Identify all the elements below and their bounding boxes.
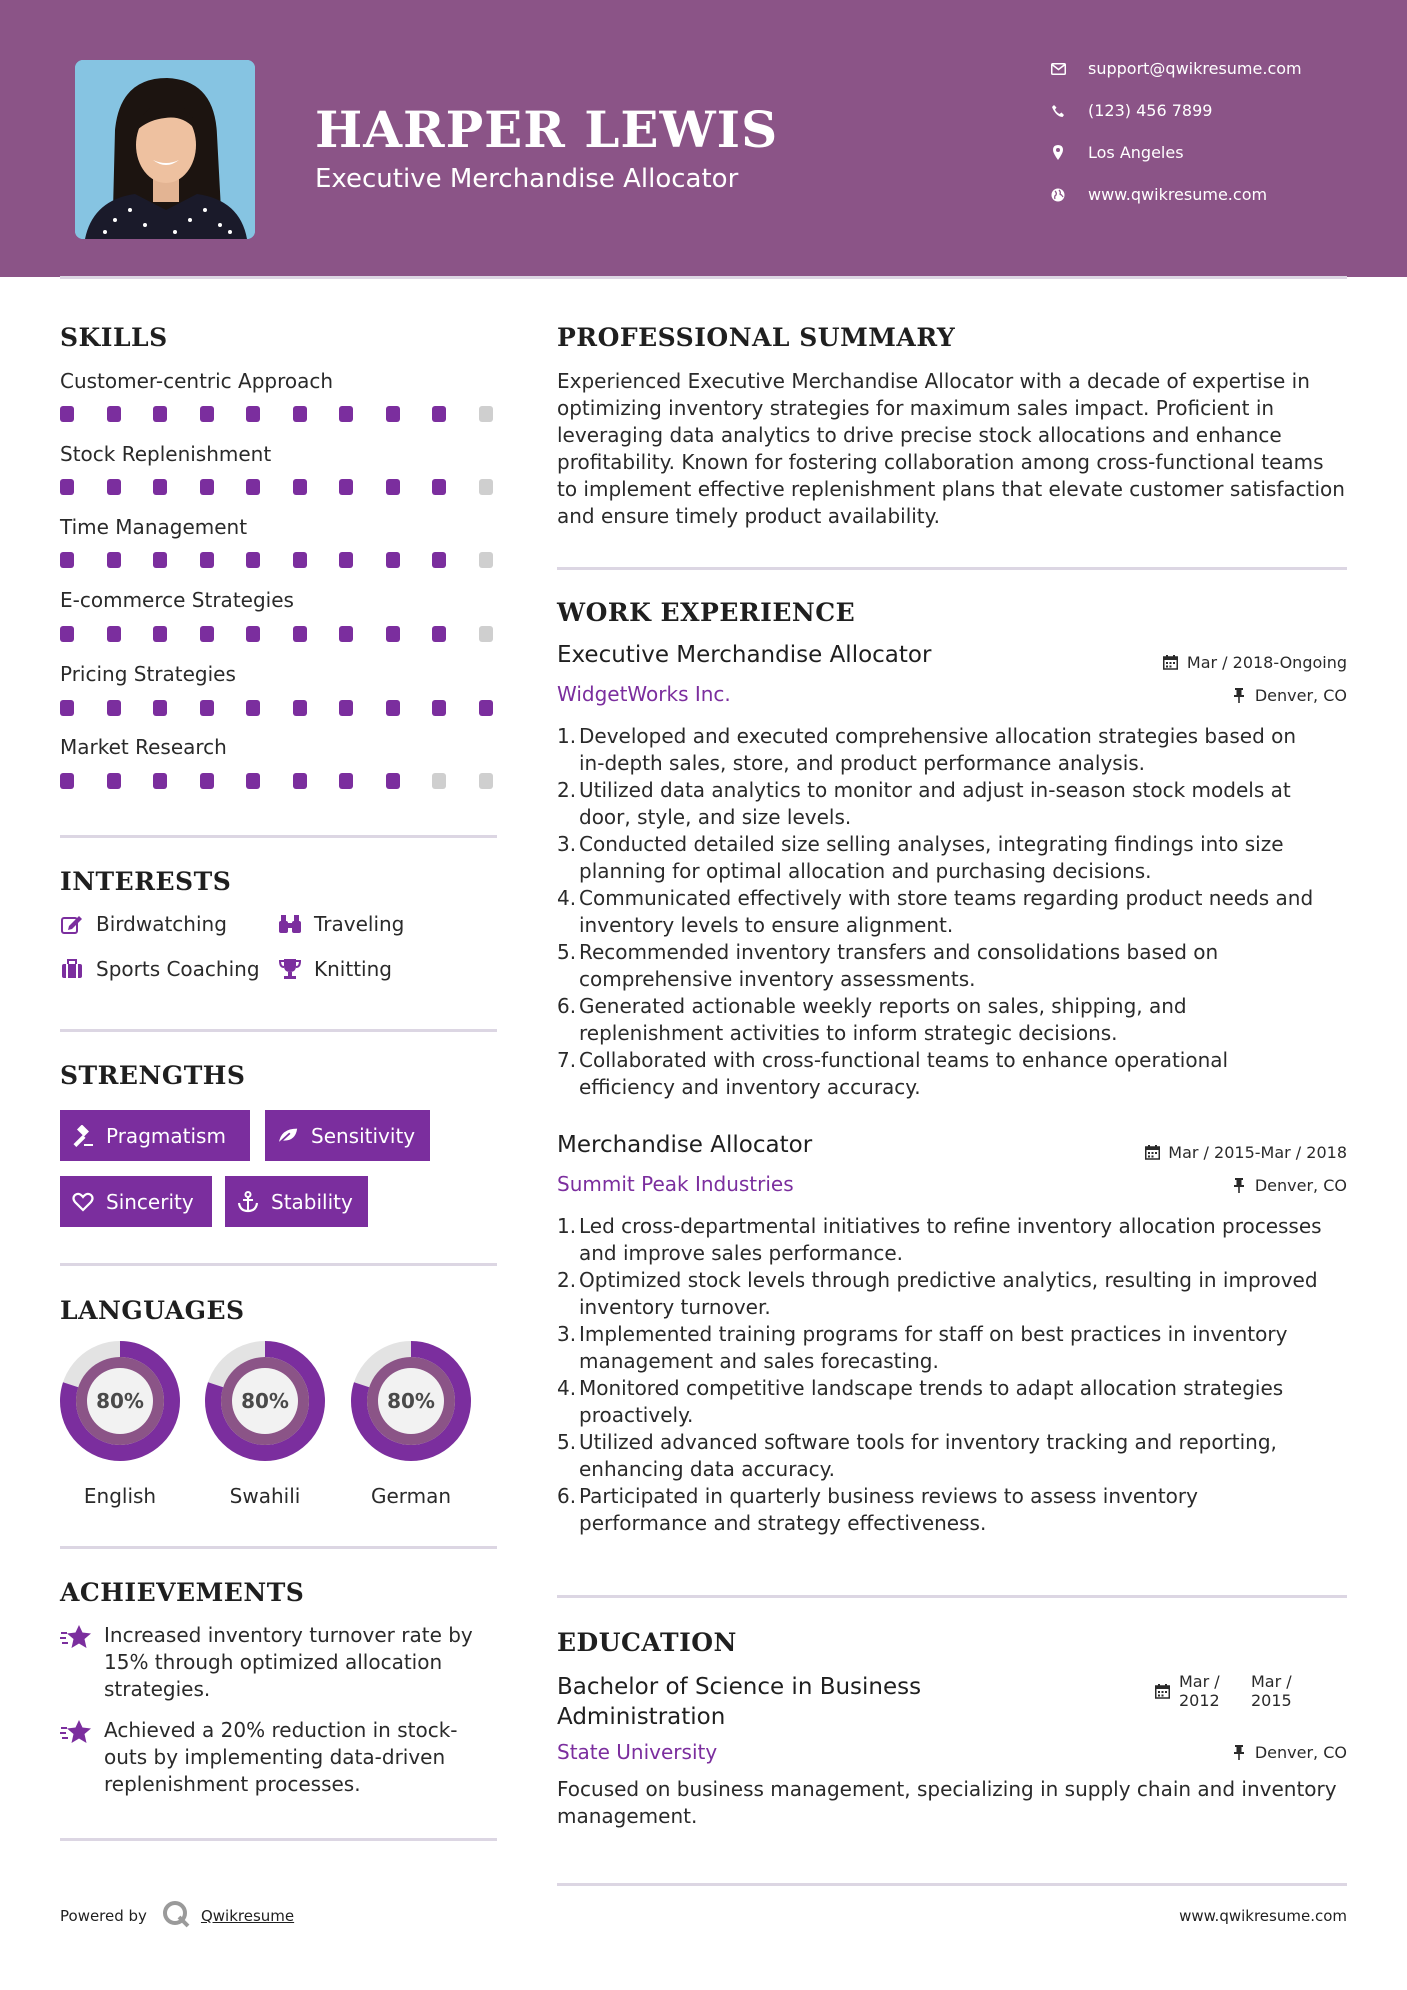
rating-dot-filled <box>246 406 260 422</box>
section-divider <box>60 1263 497 1266</box>
location-pin-icon <box>1050 145 1066 161</box>
education-location <box>1231 1743 1347 1762</box>
list-item <box>557 777 1357 831</box>
skill-name: E-commerce Strategies <box>60 588 294 612</box>
rating-dot-filled <box>107 700 121 716</box>
contact-phone-text: (123) 456 7899 <box>1088 101 1213 120</box>
bullet-line: Participated in quarterly business reviews to assess inventory <box>579 1484 1198 1508</box>
bullet-text <box>579 1483 1198 1537</box>
skill-name: Customer-centric Approach <box>60 369 334 393</box>
bullet-number: 4. <box>557 1376 577 1400</box>
skill-rating <box>60 552 525 568</box>
phone-icon <box>1050 103 1066 119</box>
company-name: WidgetWorks Inc. <box>557 682 731 706</box>
pushpin-icon <box>1231 688 1247 704</box>
language-item <box>350 1340 472 1508</box>
heart-icon <box>72 1191 94 1213</box>
bullet-line: replenishment activities to inform strategic decisions. <box>579 1021 1118 1045</box>
strength-tag <box>265 1110 430 1161</box>
anchor-icon <box>237 1191 259 1213</box>
rating-dot-filled <box>386 700 400 716</box>
strength-label: Stability <box>271 1189 353 1214</box>
strength-tag <box>60 1176 212 1227</box>
rating-dot-filled <box>153 626 167 642</box>
language-name: English <box>83 1484 157 1508</box>
interest-label: Traveling <box>314 912 405 936</box>
contact-location <box>1050 143 1184 162</box>
rating-dot-filled <box>153 406 167 422</box>
bullet-number: 3. <box>557 832 577 856</box>
language-item <box>204 1340 326 1508</box>
pencil-square-icon <box>60 912 84 936</box>
rating-dot-filled <box>60 700 74 716</box>
strength-tag <box>60 1110 250 1161</box>
interest-label: Birdwatching <box>96 912 227 936</box>
skill-name: Pricing Strategies <box>60 662 236 686</box>
rating-dot-filled <box>432 406 446 422</box>
bullet-text <box>579 1321 1287 1375</box>
bullet-line: Communicated effectively with store teams regarding product needs and <box>579 886 1314 910</box>
rating-dot-filled <box>293 700 307 716</box>
strength-label: Pragmatism <box>106 1123 226 1148</box>
bullet-number: 6. <box>557 1484 577 1508</box>
bullet-line: Utilized data analytics to monitor and adjust in-season stock models at <box>579 778 1291 802</box>
contact-location-text: Los Angeles <box>1088 143 1184 162</box>
language-item <box>59 1340 181 1508</box>
candidate-name: HARPER LEWIS <box>315 100 779 159</box>
skill-rating <box>60 773 525 789</box>
education-end-year: 2015 <box>1251 1691 1292 1710</box>
strength-label: Sincerity <box>106 1189 194 1214</box>
bullet-line: inventory levels to ensure alignment. <box>579 913 954 937</box>
bullet-text <box>579 1267 1318 1321</box>
rating-dot-filled <box>339 479 353 495</box>
section-divider <box>557 567 1347 570</box>
bullet-line: Developed and executed comprehensive allocation strategies based on <box>579 724 1297 748</box>
bullet-number: 2. <box>557 1268 577 1292</box>
job-location <box>1231 686 1347 705</box>
contact-website[interactable] <box>1050 185 1267 204</box>
rating-dot-filled <box>153 700 167 716</box>
language-ring <box>204 1340 326 1462</box>
rating-dot-filled <box>200 552 214 568</box>
education-start-year: 2012 <box>1179 1691 1220 1710</box>
rating-dot-filled <box>107 479 121 495</box>
rating-dot-filled <box>200 626 214 642</box>
rating-dot-filled <box>432 479 446 495</box>
bullet-number: 7. <box>557 1048 577 1072</box>
rating-dot-filled <box>432 700 446 716</box>
rating-dot-filled <box>293 406 307 422</box>
calendar-icon <box>1163 655 1179 671</box>
rating-dot-filled <box>153 552 167 568</box>
achievement-text: Achieved a 20% reduction in stock-outs by implementing data-driven replenishment processes. <box>104 1718 458 1796</box>
rating-dot-filled <box>60 552 74 568</box>
skill-rating <box>60 626 525 642</box>
list-item <box>557 1267 1357 1321</box>
bullet-line: performance and strategy effectiveness. <box>579 1511 987 1535</box>
list-item <box>557 1483 1357 1537</box>
rating-dot-filled <box>200 479 214 495</box>
section-divider <box>60 1029 497 1032</box>
list-item <box>557 1375 1357 1429</box>
summary-heading: PROFESSIONAL SUMMARY <box>557 323 956 352</box>
list-item <box>557 885 1357 939</box>
languages-heading: LANGUAGES <box>60 1296 245 1325</box>
pushpin-icon <box>1231 1745 1247 1761</box>
interest-item <box>278 912 404 936</box>
language-percent: 80% <box>241 1389 289 1413</box>
list-item <box>557 939 1357 993</box>
bullet-number: 5. <box>557 940 577 964</box>
rating-dot-filled <box>293 773 307 789</box>
skill-name: Time Management <box>60 515 248 539</box>
rating-dot-filled <box>339 626 353 642</box>
briefcase-icon <box>60 957 84 981</box>
bullet-line: Utilized advanced software tools for inventory tracking and reporting, <box>579 1430 1277 1454</box>
language-percent: 80% <box>387 1389 435 1413</box>
achievement-item <box>60 1717 500 1798</box>
header-divider <box>60 276 1347 279</box>
trophy-icon <box>278 957 302 981</box>
list-item <box>557 723 1357 777</box>
rating-dot-filled <box>386 626 400 642</box>
interest-label: Sports Coaching <box>96 957 260 981</box>
envelope-icon <box>1050 61 1066 77</box>
bullet-line: Implemented training programs for staff on best practices in inventory <box>579 1322 1288 1346</box>
footer-website-link[interactable]: www.qwikresume.com <box>1179 1907 1347 1925</box>
education-start-month: Mar / <box>1179 1672 1220 1691</box>
bullet-line: Generated actionable weekly reports on sales, shipping, and <box>579 994 1187 1018</box>
rating-dot-filled <box>386 479 400 495</box>
rating-dot-filled <box>246 626 260 642</box>
skill-rating <box>60 700 525 716</box>
bullet-text <box>579 1375 1283 1429</box>
experience-heading: WORK EXPERIENCE <box>557 598 856 627</box>
interest-item <box>60 957 260 981</box>
rating-dot-empty <box>479 406 493 422</box>
calendar-icon <box>1155 1684 1171 1700</box>
rating-dot-filled <box>246 552 260 568</box>
skill-name: Stock Replenishment <box>60 442 272 466</box>
bullet-text <box>579 777 1291 831</box>
degree-title: Bachelor of Science in Business Administration <box>557 1674 922 1730</box>
education-end-month: Mar / <box>1251 1672 1292 1691</box>
strength-tag <box>225 1176 368 1227</box>
job-bullets <box>557 1213 1357 1537</box>
summary-text: Experienced Executive Merchandise Allocator with a decade of expertise in optimizing inventory strategies for maximum sales impact. Proficient in leveraging data analytics to drive precise stock allocations and enhance profitability. Known for fostering collaboration among cross-functional teams to implement effective replenishment plans that elevate customer satisfaction and ensure timely product availability. <box>557 369 1345 528</box>
interest-label: Knitting <box>314 957 392 981</box>
calendar-icon <box>1144 1145 1160 1161</box>
rating-dot-empty <box>479 479 493 495</box>
bullet-line: proactively. <box>579 1403 694 1427</box>
language-name: Swahili <box>229 1484 301 1508</box>
skill-rating <box>60 479 525 495</box>
list-item <box>557 1321 1357 1375</box>
rating-dot-filled <box>153 773 167 789</box>
section-divider <box>557 1595 1347 1598</box>
contact-website-text: www.qwikresume.com <box>1088 185 1268 204</box>
company-name: Summit Peak Industries <box>557 1172 794 1196</box>
strengths-heading: STRENGTHS <box>60 1061 246 1090</box>
bullet-text <box>579 831 1284 885</box>
candidate-title: Executive Merchandise Allocator <box>315 164 739 194</box>
rating-dot-filled <box>60 479 74 495</box>
job-dates <box>1144 1143 1347 1162</box>
rating-dot-filled <box>339 552 353 568</box>
bullet-line: Led cross-departmental initiatives to refine inventory allocation processes <box>579 1214 1322 1238</box>
skill-rating <box>60 406 525 422</box>
education-description: Focused on business management, specializing in supply chain and inventory management. <box>557 1777 1337 1828</box>
rating-dot-filled <box>246 479 260 495</box>
bullet-line: efficiency and inventory accuracy. <box>579 1075 921 1099</box>
section-divider <box>60 835 497 838</box>
rating-dot-filled <box>293 626 307 642</box>
bullet-line: inventory turnover. <box>579 1295 771 1319</box>
rating-dot-filled <box>293 552 307 568</box>
pushpin-icon <box>1231 1178 1247 1194</box>
bullet-text <box>579 939 1218 993</box>
education-dates <box>1155 1672 1311 1710</box>
education-start <box>1179 1672 1239 1710</box>
rating-dot-filled <box>293 479 307 495</box>
rating-dot-filled <box>107 626 121 642</box>
qwikresume-link[interactable]: Qwikresume <box>200 1907 295 1925</box>
bullet-text <box>579 1213 1322 1267</box>
header <box>0 0 1407 277</box>
section-divider <box>60 1838 497 1841</box>
contact-email[interactable] <box>1050 59 1302 78</box>
section-divider <box>557 1883 1347 1886</box>
list-item <box>557 831 1357 885</box>
bullet-line: Conducted detailed size selling analyses, integrating findings into size <box>579 832 1284 856</box>
bullet-line: Recommended inventory transfers and consolidations based on <box>579 940 1219 964</box>
contact-email-text: support@qwikresume.com <box>1088 59 1302 78</box>
bullet-line: Optimized stock levels through predictive analytics, resulting in improved <box>579 1268 1318 1292</box>
rating-dot-filled <box>432 626 446 642</box>
job-dates <box>1163 653 1347 672</box>
rating-dot-filled <box>107 773 121 789</box>
job-bullets <box>557 723 1357 1101</box>
bullet-text <box>579 723 1296 777</box>
education-end <box>1251 1672 1311 1710</box>
contact-phone[interactable] <box>1050 101 1212 120</box>
bullet-number: 1. <box>557 1214 577 1238</box>
star-badge-icon <box>60 1624 94 1703</box>
language-name: German <box>370 1484 452 1508</box>
gavel-icon <box>72 1125 94 1147</box>
star-badge-icon <box>60 1719 94 1798</box>
education-heading: EDUCATION <box>557 1628 737 1657</box>
bullet-line: enhancing data accuracy. <box>579 1457 836 1481</box>
job-location-text: Denver, CO <box>1254 1176 1347 1195</box>
interests-heading: INTERESTS <box>60 867 232 896</box>
leaf-icon <box>277 1125 299 1147</box>
language-ring <box>59 1340 181 1462</box>
bullet-line: door, style, and size levels. <box>579 805 852 829</box>
skill-name: Market Research <box>60 735 227 759</box>
rating-dot-filled <box>246 700 260 716</box>
language-percent: 80% <box>96 1389 144 1413</box>
profile-photo <box>75 60 255 239</box>
bullet-number: 1. <box>557 724 577 748</box>
bullet-number: 2. <box>557 778 577 802</box>
job-location-text: Denver, CO <box>1254 686 1347 705</box>
education-location-text: Denver, CO <box>1254 1743 1347 1762</box>
bullet-line: Monitored competitive landscape trends to adapt allocation strategies <box>579 1376 1284 1400</box>
rating-dot-filled <box>60 626 74 642</box>
rating-dot-filled <box>386 406 400 422</box>
rating-dot-empty <box>479 552 493 568</box>
bullet-text <box>579 993 1187 1047</box>
rating-dot-empty <box>479 773 493 789</box>
rating-dot-filled <box>200 406 214 422</box>
achievement-item <box>60 1622 500 1703</box>
bullet-text <box>579 1429 1277 1483</box>
list-item <box>557 1213 1357 1267</box>
achievements-heading: ACHIEVEMENTS <box>60 1578 305 1607</box>
job-dates-text: Mar / 2018-Ongoing <box>1186 653 1347 672</box>
bullet-number: 6. <box>557 994 577 1018</box>
achievement-text: Increased inventory turnover rate by 15% through optimized allocation strategies. <box>104 1623 473 1701</box>
rating-dot-empty <box>432 773 446 789</box>
rating-dot-filled <box>432 552 446 568</box>
rating-dot-filled <box>107 552 121 568</box>
binoculars-icon <box>278 912 302 936</box>
bullet-line: comprehensive inventory assessments. <box>579 967 976 991</box>
qwikresume-logo-icon <box>161 1899 191 1933</box>
rating-dot-filled <box>479 700 493 716</box>
bullet-line: Collaborated with cross-functional teams to enhance operational <box>579 1048 1229 1072</box>
bullet-number: 4. <box>557 886 577 910</box>
interest-item <box>60 912 227 936</box>
bullet-number: 5. <box>557 1430 577 1454</box>
footer-powered-by <box>60 1899 294 1933</box>
bullet-text <box>579 1047 1228 1101</box>
rating-dot-filled <box>339 773 353 789</box>
school-name: State University <box>557 1740 718 1764</box>
bullet-line: in-depth sales, store, and product performance analysis. <box>579 751 1146 775</box>
bullet-number: 3. <box>557 1322 577 1346</box>
rating-dot-filled <box>386 552 400 568</box>
rating-dot-filled <box>107 406 121 422</box>
rating-dot-empty <box>479 626 493 642</box>
bullet-line: and improve sales performance. <box>579 1241 903 1265</box>
rating-dot-filled <box>153 479 167 495</box>
section-divider <box>60 1546 497 1549</box>
bullet-line: planning for optimal allocation and purchasing decisions. <box>579 859 1152 883</box>
list-item <box>557 1429 1357 1483</box>
rating-dot-filled <box>200 773 214 789</box>
rating-dot-filled <box>60 773 74 789</box>
list-item <box>557 993 1357 1047</box>
language-ring <box>350 1340 472 1462</box>
rating-dot-filled <box>60 406 74 422</box>
rating-dot-filled <box>386 773 400 789</box>
job-title: Merchandise Allocator <box>557 1132 813 1158</box>
rating-dot-filled <box>246 773 260 789</box>
rating-dot-filled <box>200 700 214 716</box>
bullet-text <box>579 885 1313 939</box>
strength-label: Sensitivity <box>311 1123 416 1148</box>
skills-heading: SKILLS <box>60 323 168 352</box>
rating-dot-filled <box>339 700 353 716</box>
job-title: Executive Merchandise Allocator <box>557 642 932 668</box>
job-location <box>1231 1176 1347 1195</box>
person-portrait-icon <box>75 60 255 239</box>
job-dates-text: Mar / 2015-Mar / 2018 <box>1168 1143 1347 1162</box>
rating-dot-filled <box>339 406 353 422</box>
list-item <box>557 1047 1357 1101</box>
interest-item <box>278 957 392 981</box>
bullet-line: management and sales forecasting. <box>579 1349 939 1373</box>
globe-icon <box>1050 187 1066 203</box>
powered-by-text: Powered by <box>60 1907 147 1925</box>
